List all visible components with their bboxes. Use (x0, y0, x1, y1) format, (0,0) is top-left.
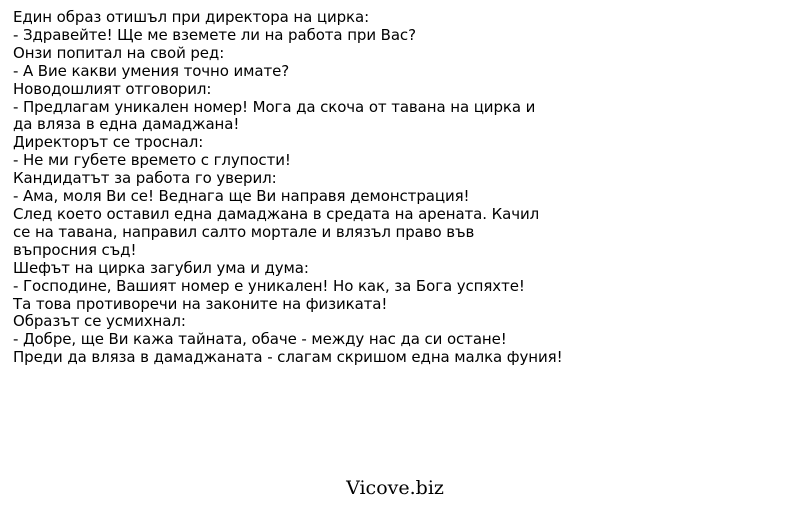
joke-line: Кандидатът за работа го уверил: (13, 169, 277, 188)
joke-line: Шефът на цирка загубил ума и дума: (13, 258, 309, 277)
joke-line: - Господине, Вашият номер е уникален! Но как, за Бога успяхте! (13, 276, 525, 295)
joke-line: Онзи попитал на свой ред: (13, 43, 225, 62)
joke-line: да вляза в една дамаджана! (13, 115, 240, 134)
site-watermark: Vicove.biz (346, 477, 444, 499)
joke-line: - А Вие какви умения точно имате? (13, 61, 290, 80)
joke-line: След което оставил една дамаджана в средата на арената. Качил (13, 204, 540, 223)
joke-line: въпросния съд! (13, 240, 137, 259)
joke-line: се на тавана, направил салто мортале и влязъл право във (13, 222, 475, 241)
joke-line: Директорът се троснал: (13, 133, 204, 152)
joke-line: Преди да вляза в дамаджаната - слагам скришом една малка фуния! (13, 348, 563, 367)
joke-line: - Ама, моля Ви се! Веднага ще Ви направя демонстрация! (13, 187, 470, 206)
joke-line: Един образ отишъл при директора на цирка: (13, 8, 370, 26)
joke-line: Та това противоречи на законите на физиката! (13, 294, 388, 313)
joke-line: - Добре, ще Ви кажа тайната, обаче - между нас да си остане! (13, 330, 507, 349)
joke-line: - Здравейте! Ще ме вземете ли на работа при Вас? (13, 25, 416, 44)
joke-line: - Не ми губете времето с глупости! (13, 151, 291, 170)
joke-line: Образът се усмихнал: (13, 312, 186, 331)
joke-line: - Предлагам уникален номер! Мога да скоча от тавана на цирка и (13, 97, 536, 116)
joke-text (13, 9, 783, 367)
joke-line: Новодошлият отговорил: (13, 79, 212, 98)
